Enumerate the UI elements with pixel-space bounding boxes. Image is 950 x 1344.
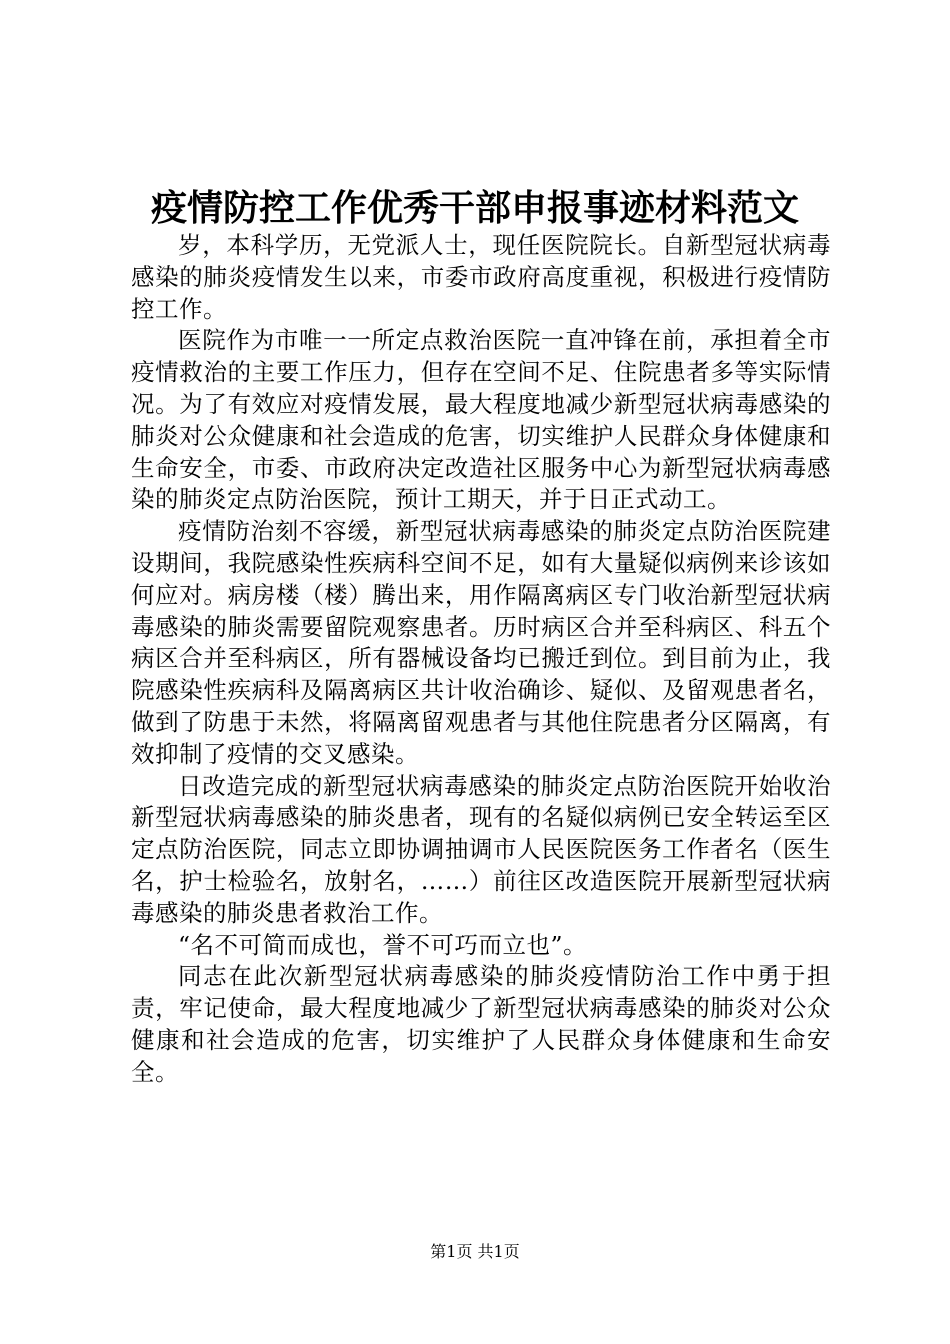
page-number: 第1页 xyxy=(430,1242,473,1261)
document-body xyxy=(131,230,831,1089)
paragraph: 医院作为市唯一一所定点救治医院一直冲锋在前，承担着全市疫情救治的主要工作压力，但存在空间不足、住院患者多等实际情况。为了有效应对疫情发展，最大程度地减少新型冠状病毒感染的肺炎对公众健康和社会造成的危害，切实维护人民群众身体健康和生命安全，市委、市政府决定改造社区服务中心为新型冠状病毒感染的肺炎定点防治医院，预计工期天，并于日正式动工。 xyxy=(131,326,831,514)
quote-paragraph: “名不可简而成也，誉不可巧而立也”。 xyxy=(178,930,588,959)
paragraph: 疫情防治刻不容缓，新型冠状病毒感染的肺炎定点防治医院建设期间，我院感染性疾病科空间不足，如有大量疑似病例来诊该如何应对。病房楼（楼）腾出来，用作隔离病区专门收治新型冠状病毒感染的肺炎需要留院观察患者。历时病区合并至科病区、科五个病区合并至科病区，所有器械设备均已搬迁到位。到目前为止，我院感染性疾病科及隔离病区共计收治确诊、疑似、及留观患者名，做到了防患于未然，将隔离留观患者与其他住院患者分区隔离，有效抑制了疫情的交叉感染。 xyxy=(131,517,831,768)
page-footer xyxy=(0,1242,950,1262)
document-title: 疫情防控工作优秀干部申报事迹材料范文 xyxy=(150,187,799,229)
paragraph: 岁，本科学历，无党派人士，现任医院院长。自新型冠状病毒感染的肺炎疫情发生以来，市委市政府高度重视，积极进行疫情防控工作。 xyxy=(131,231,831,323)
page-total: 共1页 xyxy=(477,1242,520,1261)
paragraph: 日改造完成的新型冠状病毒感染的肺炎定点防治医院开始收治新型冠状病毒感染的肺炎患者，现有的名疑似病例已安全转运至区定点防治医院，同志立即协调抽调市人民医院医务工作者名（医生名，护士检验名，放射名，……）前往区改造医院开展新型冠状病毒感染的肺炎患者救治工作。 xyxy=(131,771,831,927)
paragraph: 同志在此次新型冠状病毒感染的肺炎疫情防治工作中勇于担责，牢记使命，最大程度地减少了新型冠状病毒感染的肺炎对公众健康和社会造成的危害，切实维护了人民群众身体健康和生命安全。 xyxy=(131,962,831,1086)
